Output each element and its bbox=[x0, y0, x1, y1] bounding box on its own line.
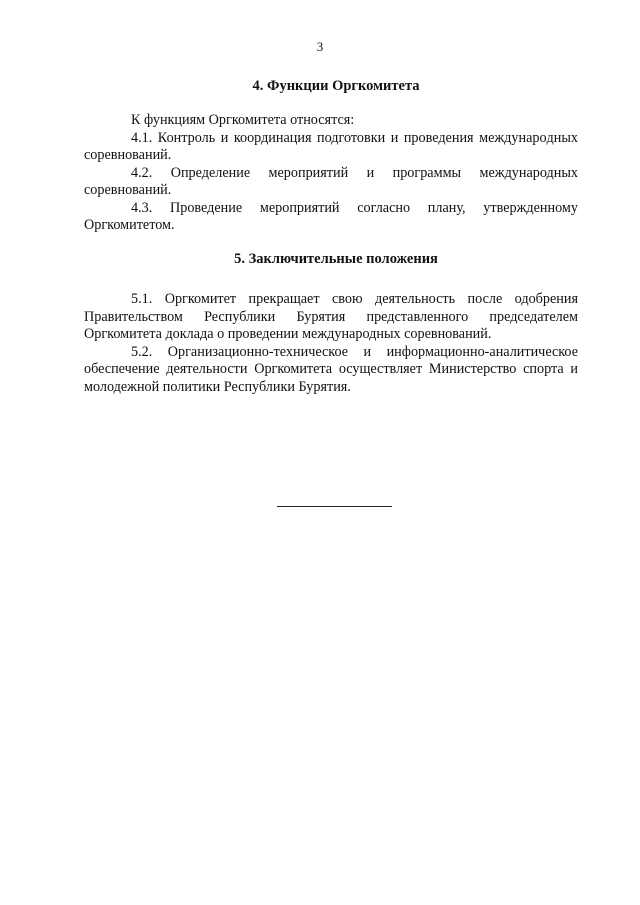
end-of-document-line bbox=[277, 506, 392, 507]
clause-5-2: 5.2. Организационно-техническое и информационно-аналитическое обеспечение деятельности Оргкомитета осуществляет Министерство спорта и молодежной политики Республики Бурятия. bbox=[84, 343, 578, 395]
section-4-body bbox=[84, 112, 578, 235]
section-5-heading: 5. Заключительные положения bbox=[234, 251, 438, 267]
section-4-intro: К функциям Оргкомитета относятся: bbox=[131, 112, 355, 128]
section-4-heading: 4. Функции Оргкомитета bbox=[252, 78, 420, 94]
section-5-body bbox=[84, 291, 578, 396]
clause-4-3: 4.3. Проведение мероприятий согласно плану, утвержденному Оргкомитетом. bbox=[84, 199, 578, 233]
clause-5-1: 5.1. Оргкомитет прекращает свою деятельность после одобрения Правительством Республики Бурятия представленного председателем Оргкомитета доклада о проведении международных соревнований. bbox=[84, 291, 578, 342]
page-number: 3 bbox=[316, 39, 324, 54]
clause-4-1: 4.1. Контроль и координация подготовки и проведения междунарoдных соревнований. bbox=[84, 129, 578, 163]
clause-4-2: 4.2. Определение мероприятий и программы международных соревнований. bbox=[84, 164, 578, 198]
